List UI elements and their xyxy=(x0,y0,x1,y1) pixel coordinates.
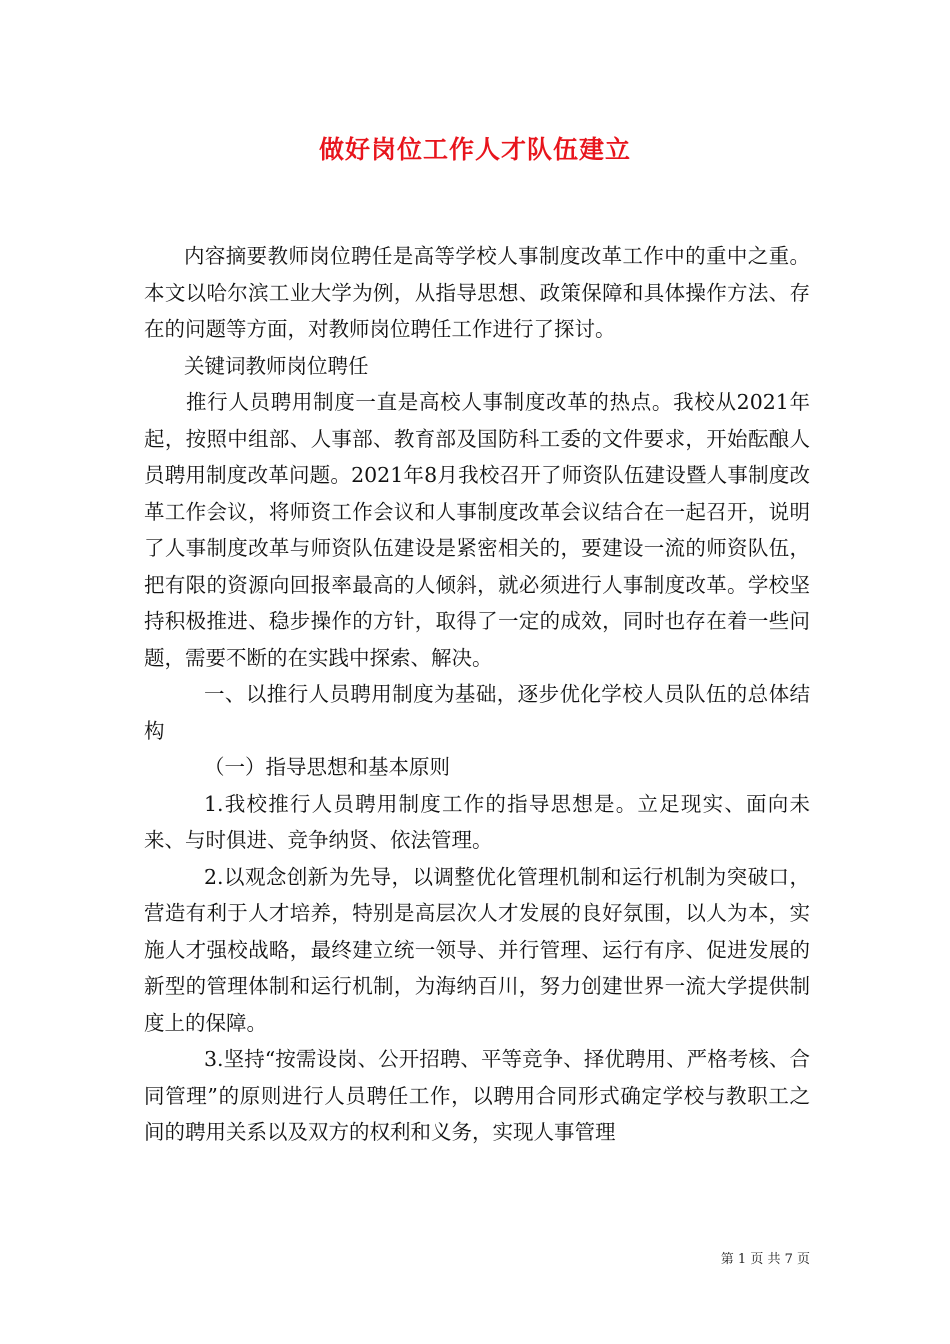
document-body xyxy=(144,238,810,1151)
principle-paragraph-1: 1.我校推行人员聘用制度工作的指导思想是。立足现实、面向未来、与时俱进、竞争纳贤、依法管理。 xyxy=(144,791,810,852)
principle-paragraph-2: 2.以观念创新为先导，以调整优化管理机制和运行机制为突破口，营造有利于人才培养，特别是高层次人才发展的良好氛围，以人为本，实施人才强校战略，最终建立统一领导、并行管理、运行有序、促进发展的新型的管理体制和运行机制，为海纳百川，努力创建世界一流大学提供制度上的保障。 xyxy=(144,864,810,1035)
subsection-heading-1: （一）指导思想和基本原则 xyxy=(204,755,450,779)
section-heading-1: 一、以推行人员聘用制度为基础，逐步优化学校人员队伍的总体结构 xyxy=(144,682,810,743)
principle-paragraph-3: 3.坚持“按需设岗、公开招聘、平等竞争、择优聘用、严格考核、合同管理”的原则进行人员聘任工作，以聘用合同形式确定学校与教职工之间的聘用关系以及双方的权利和义务，实现人事管理 xyxy=(144,1047,810,1144)
abstract-paragraph: 内容摘要教师岗位聘任是高等学校人事制度改革工作中的重中之重。本文以哈尔滨工业大学为例，从指导思想、政策保障和具体操作方法、存在的问题等方面，对教师岗位聘任工作进行了探讨。 xyxy=(144,244,810,341)
intro-paragraph: 推行人员聘用制度一直是高校人事制度改革的热点。我校从2021年起，按照中组部、人事部、教育部及国防科工委的文件要求，开始酝酿人员聘用制度改革问题。2021年8月我校召开了师资队伍建设暨人事制度改革工作会议，将师资工作会议和人事制度改革会议结合在一起召开，说明了人事制度改革与师资队伍建设是紧密相关的，要建设一流的师资队伍，把有限的资源向回报率最高的人倾斜，就必须进行人事制度改革。学校坚持积极推进、稳步操作的方针，取得了一定的成效，同时也存在着一些问题，需要不断的在实践中探索、解决。 xyxy=(144,390,810,670)
keywords-paragraph: 关键词教师岗位聘任 xyxy=(184,353,369,378)
document-title: 做好岗位工作人才队伍建立 xyxy=(318,135,631,164)
page-number-footer: 第 1 页 共 7 页 xyxy=(720,1252,810,1267)
